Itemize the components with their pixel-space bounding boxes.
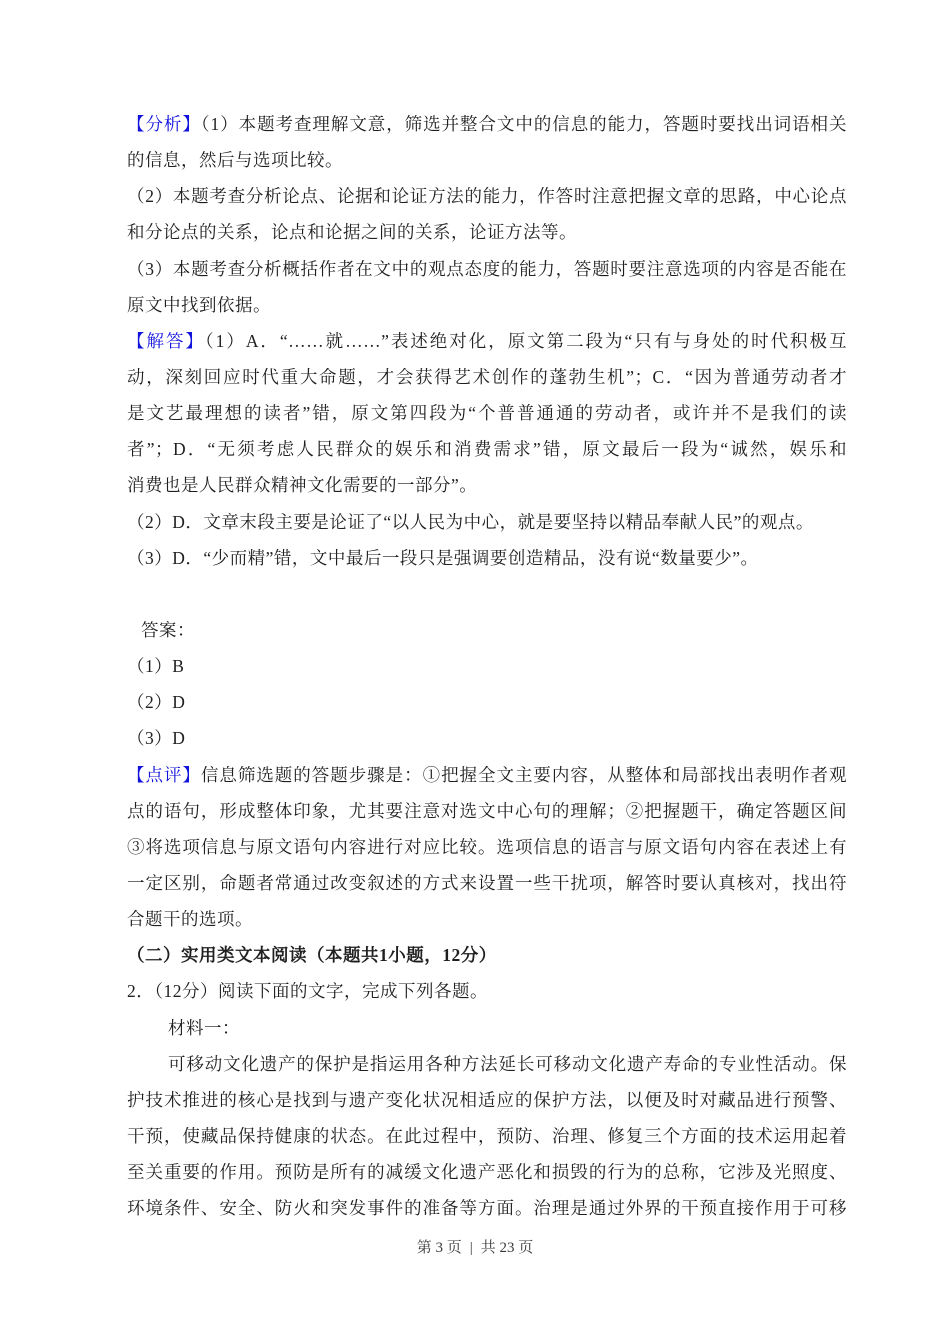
text-line	[127, 1082, 847, 1118]
page-footer	[0, 1237, 950, 1259]
text-line	[127, 106, 847, 142]
text-segment: 一定区别，命题者常通过改变叙述的方式来设置一些干扰项，解答时要认真核对，找出符	[127, 872, 847, 893]
text-line	[127, 757, 847, 793]
text-segment: 至关重要的作用。预防是所有的减缓文化遗产恶化和损毁的行为的总称，它涉及光照度、	[127, 1162, 847, 1183]
blank-line	[127, 576, 847, 612]
text-line	[127, 1118, 847, 1154]
text-segment: （3）D	[127, 728, 186, 749]
text-segment: 环境条件、安全、防火和突发事件的准备等方面。治理是通过外界的干预直接作用于可移	[127, 1198, 847, 1219]
text-line	[127, 901, 847, 937]
text-line	[127, 612, 847, 648]
text-line	[127, 1190, 847, 1226]
text-line	[127, 793, 847, 829]
text-line	[127, 1010, 847, 1046]
text-line	[127, 973, 847, 1009]
text-segment: （2）D．文章末段主要是论证了“以人民为中心，就是要坚持以精品奉献人民”的观点。	[127, 511, 814, 532]
text-segment: 干预，使藏品保持健康的状态。在此过程中，预防、治理、修复三个方面的技术运用起着	[127, 1125, 847, 1146]
text-segment: 材料一：	[168, 1017, 240, 1038]
text-line	[127, 540, 847, 576]
text-line	[127, 829, 847, 865]
section-marker: 【点评】	[127, 764, 201, 785]
text-line	[127, 648, 847, 684]
text-line	[127, 359, 847, 395]
text-segment: （3）D．“少而精”错，文中最后一段只是强调要创造精品，没有说“数量要少”。	[127, 547, 759, 568]
text-line	[127, 684, 847, 720]
text-segment: 护技术推进的核心是找到与遗产变化状况相适应的保护方法，以便及时对藏品进行预警、	[127, 1089, 847, 1110]
text-segment: 是文艺最理想的读者”错，原文第四段为“个普普通通的劳动者，或许并不是我们的读	[127, 403, 847, 424]
text-line	[127, 214, 847, 250]
text-segment: 点的语句，形成整体印象，尤其要注意对选文中心句的理解；②把握题干，确定答题区间	[127, 800, 847, 821]
document-body	[127, 106, 847, 1226]
text-segment: （1）B	[127, 656, 185, 677]
text-line	[127, 865, 847, 901]
text-segment: 答案：	[141, 619, 195, 640]
text-line	[127, 142, 847, 178]
text-line	[127, 720, 847, 756]
text-segment: 消费也是人民群众精神文化需要的一部分”。	[127, 475, 478, 496]
text-line	[127, 251, 847, 287]
page-count-label: 共 23 页	[480, 1240, 534, 1256]
text-segment: 动，深刻回应时代重大命题，才会获得艺术创作的蓬勃生机”；C．“因为普通劳动者才	[127, 366, 847, 387]
text-segment: ③将选项信息与原文语句内容进行对应比较。选项信息的语言与原文语句内容在表述上有	[127, 836, 847, 857]
text-line	[127, 504, 847, 540]
text-segment: （2）D	[127, 692, 186, 713]
text-segment: （2）本题考查分析论点、论据和论证方法的能力，作答时注意把握文章的思路，中心论点	[127, 186, 847, 207]
text-segment: 合题干的选项。	[127, 909, 253, 930]
text-line	[127, 431, 847, 467]
text-segment: 者”；D．“无须考虑人民群众的娱乐和消费需求”错，原文最后一段为“诚然，娱乐和	[127, 439, 847, 460]
text-segment: （3）本题考查分析概括作者在文中的观点态度的能力，答题时要注意选项的内容是否能在	[127, 258, 847, 279]
text-segment: 的信息，然后与选项比较。	[127, 150, 343, 171]
section-marker: 【分析】	[127, 114, 201, 134]
text-segment: （1）A．“……就……”表述绝对化，原文第二段为“只有与身处的时代积极互	[204, 330, 847, 351]
text-line	[127, 395, 847, 431]
text-segment: 2．（12分）阅读下面的文字，完成下列各题。	[127, 981, 488, 1002]
page-number-label: 第 3 页	[416, 1240, 462, 1256]
text-segment: 信息筛选题的答题步骤是：①把握全文主要内容，从整体和局部找出表明作者观	[200, 764, 848, 785]
text-line	[127, 178, 847, 214]
text-segment: （二）实用类文本阅读（本题共1小题，12分）	[127, 945, 497, 966]
text-line	[127, 467, 847, 503]
section-marker: 【解答】	[127, 330, 205, 351]
text-segment: 可移动文化遗产的保护是指运用各种方法延长可移动文化遗产寿命的专业性活动。保	[168, 1053, 847, 1074]
text-line	[127, 1154, 847, 1190]
text-segment: 原文中找到依据。	[127, 294, 271, 315]
text-line	[127, 937, 847, 973]
text-segment: （1）本题考查理解文意，筛选并整合文中的信息的能力，答题时要找出词语相关	[200, 114, 847, 134]
footer-separator: |	[469, 1240, 473, 1256]
text-line	[127, 1046, 847, 1082]
text-line	[127, 287, 847, 323]
text-line	[127, 323, 847, 359]
text-segment: 和分论点的关系，论点和论据之间的关系，论证方法等。	[127, 222, 577, 243]
